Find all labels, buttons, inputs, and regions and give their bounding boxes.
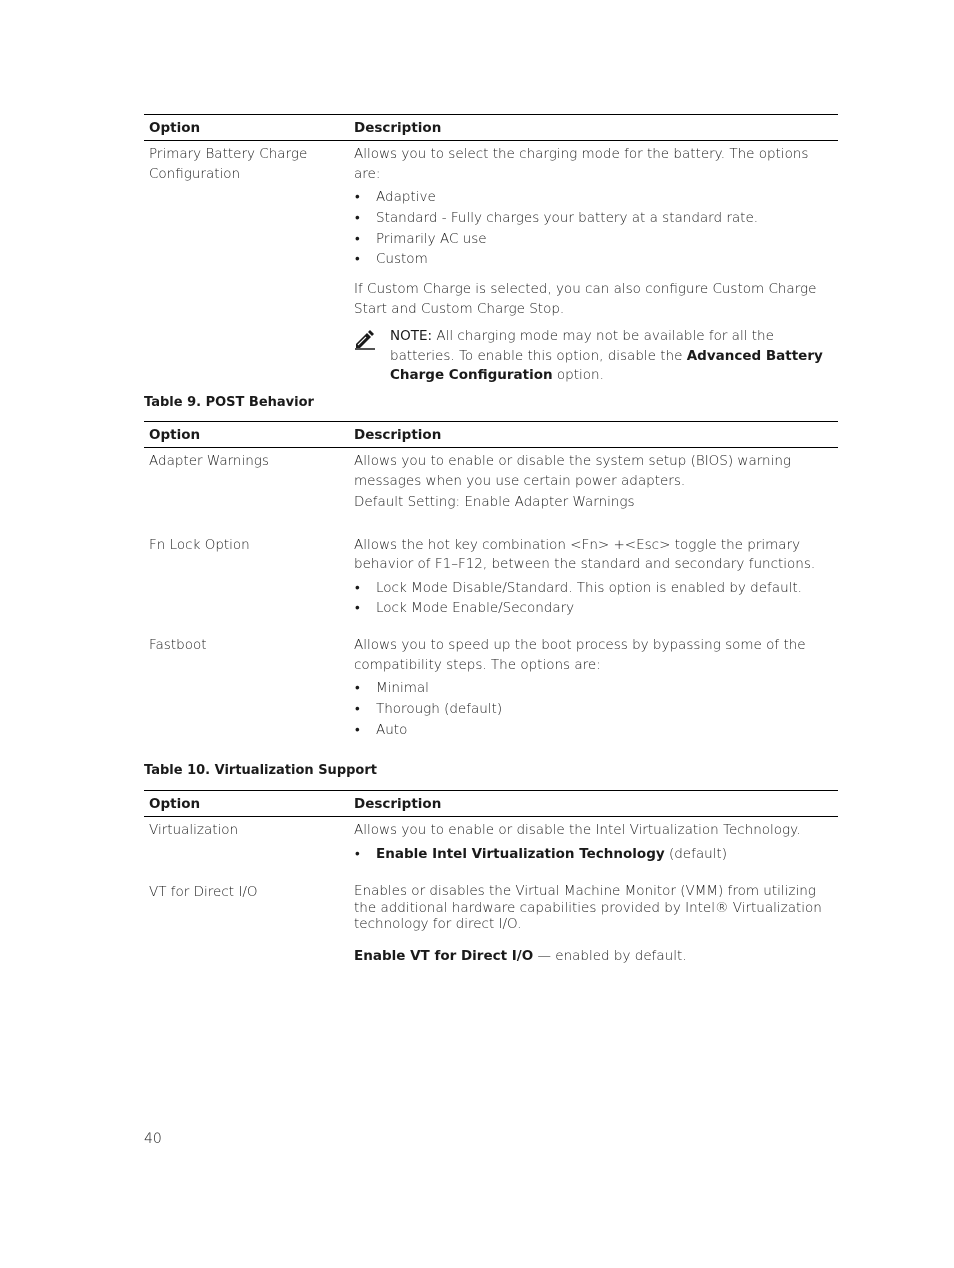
table-row <box>144 632 838 740</box>
virtualization-table <box>144 790 838 966</box>
note-block <box>354 327 833 386</box>
options-list <box>354 187 833 270</box>
column-header-description: Description <box>349 791 838 817</box>
options-list <box>354 578 833 620</box>
enable-vt-bold: Enable VT for Direct I/O <box>354 947 534 964</box>
description-text: Allows you to select the charging mode for the battery. The options are: <box>354 146 809 182</box>
default-setting-text: Default Setting: Enable Adapter Warnings <box>354 494 635 510</box>
description-cell <box>349 632 838 740</box>
note-text: All charging mode may not be available for all the batteries. To enable this option, disable the <box>390 328 774 364</box>
list-item: • Primarily AC use <box>354 229 833 250</box>
battery-table <box>144 114 838 386</box>
table-row <box>144 817 838 880</box>
list-item: • Lock Mode Enable/Secondary <box>354 598 833 619</box>
table-caption: Table 10. Virtualization Support <box>144 763 377 778</box>
option-cell: Fn Lock Option <box>149 536 250 553</box>
option-cell: Virtualization <box>149 822 239 838</box>
note-label: NOTE: <box>390 328 433 345</box>
table-row <box>144 448 838 532</box>
options-list <box>354 678 833 740</box>
table-row <box>144 141 838 386</box>
option-cell: Fastboot <box>149 637 207 654</box>
description-cell <box>349 141 838 386</box>
note-suffix: option. <box>556 367 604 384</box>
description-cell <box>349 817 838 880</box>
description-text: Allows you to speed up the boot process by bypassing some of the compatibility steps. The options are: <box>354 637 806 673</box>
option-cell: VT for Direct I/O <box>149 884 258 901</box>
list-item: • Minimal <box>354 678 833 699</box>
description-cell <box>349 532 838 633</box>
description-text: Enables or disables the Virtual Machine Monitor (VMM) from utilizing the additional hardware capabilities provided by Intel® Virtualization technology for direct I/O. <box>354 883 822 933</box>
option-cell: Primary Battery Charge Configuration <box>149 146 308 182</box>
description-cell <box>349 448 838 532</box>
list-item: • Standard - Fully charges your battery at a standard rate. <box>354 208 833 229</box>
table-row <box>144 879 838 966</box>
column-header-description: Description <box>349 115 838 141</box>
table-caption: Table 9. POST Behavior <box>144 395 314 410</box>
post-behavior-table <box>144 421 838 740</box>
column-header-option: Option <box>144 791 349 817</box>
list-item: • Custom <box>354 249 833 270</box>
enable-vt-rest: — enabled by default. <box>537 947 687 964</box>
note-bold-text: Advanced Battery Charge Configuration <box>390 347 823 384</box>
description-cell <box>349 879 838 966</box>
options-list <box>354 844 833 865</box>
custom-charge-text: If Custom Charge is selected, you can also configure Custom Charge Start and Custom Charge Stop. <box>354 281 817 317</box>
description-text: Allows you to enable or disable the system setup (BIOS) warning messages when you use certain power adapters. <box>354 453 792 489</box>
enable-vt-text <box>354 947 833 967</box>
description-text: Allows you to enable or disable the Intel Virtualization Technology. <box>354 822 801 838</box>
pencil-note-icon <box>354 330 376 350</box>
list-item: • Adaptive <box>354 187 833 208</box>
option-cell: Adapter Warnings <box>149 453 269 469</box>
list-item: • Lock Mode Disable/Standard. This option is enabled by default. <box>354 578 833 599</box>
list-item: • Auto <box>354 720 833 741</box>
column-header-option: Option <box>144 422 349 448</box>
column-header-description: Description <box>349 422 838 448</box>
column-header-option: Option <box>144 115 349 141</box>
page-number: 40 <box>144 1131 162 1147</box>
description-text: Allows the hot key combination <Fn> +<Esc> toggle the primary behavior of F1–F12, between the standard and secondary functions. <box>354 536 816 572</box>
list-item <box>354 844 833 865</box>
bullet-text: (default) <box>668 845 727 862</box>
table-row <box>144 532 838 633</box>
bullet-bold-text: Enable Intel Virtualization Technology <box>376 845 665 862</box>
list-item: • Thorough (default) <box>354 699 833 720</box>
